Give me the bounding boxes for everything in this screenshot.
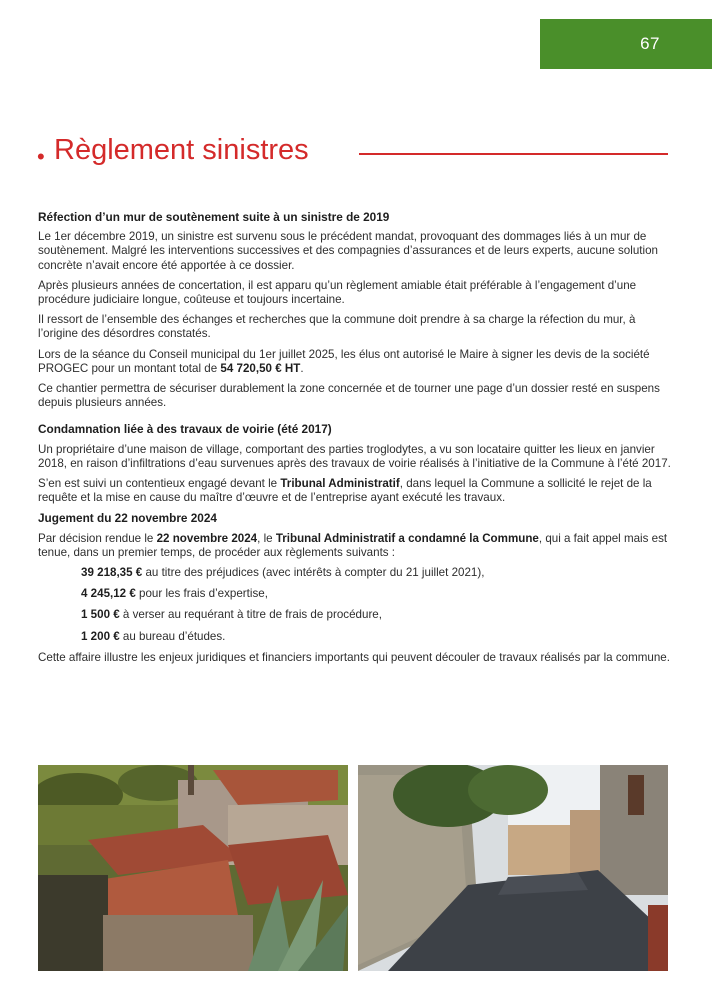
paragraph: Il ressort de l’ensemble des échanges et recherches que la commune doit prendre à sa charge la réfection du mur, à l’origine des désordres constatés.	[38, 313, 636, 341]
amount: 54 720,50 € HT	[220, 361, 301, 375]
text-run: , qui a fait appel mais est tenue, dans un premier temps, de procéder aux règlements suivants :	[38, 531, 668, 559]
title-bullet: •	[37, 144, 45, 169]
text-run: à verser au requérant à titre de frais de procédure,	[119, 608, 382, 622]
title-row	[37, 134, 669, 174]
paragraph: Après plusieurs années de concertation, il est apparu qu’un règlement amiable était préférable à l’engagement d’une procédure judiciaire longue, coûteuse et toujours incertaine.	[38, 278, 637, 307]
list-item	[81, 608, 672, 622]
emphasis: Tribunal Administratif	[280, 477, 400, 491]
page-title: Règlement sinistres	[54, 134, 309, 166]
text-run: S’en est suivi un contentieux engagé devant le	[38, 477, 281, 491]
section-heading: Réfection d’un mur de soutènement suite à un sinistre de 2019	[38, 210, 390, 224]
payment-list	[38, 566, 672, 644]
paragraph: Le 1er décembre 2019, un sinistre est survenu sous le précédent mandat, provoquant des dommages liés à un mur de soutènement. Malgré les interventions successives et des compagnies d’assurances et de leurs experts, aucune solution concrète n’avait encore été apportée à ce dossier.	[38, 230, 658, 272]
text-run: , dans lequel la Commune a sollicité le rejet de la requête et la mise en cause du maître d’œuvre et de l’entreprise ayant exécuté les travaux.	[38, 477, 652, 505]
rooftops-illustration	[38, 765, 348, 971]
list-item	[81, 630, 672, 644]
paragraph	[38, 348, 672, 376]
paragraph	[38, 477, 672, 505]
text-run: Par décision rendue le	[38, 531, 157, 545]
amount: 39 218,35 €	[81, 566, 143, 580]
emphasis: 22 novembre 2024	[156, 531, 258, 545]
section-heading: Condamnation liée à des travaux de voirie (été 2017)	[38, 422, 332, 437]
text-run: au titre des préjudices (avec intérêts à compter du 21 juillet 2021),	[142, 566, 485, 580]
amount: 4 245,12 €	[81, 587, 136, 601]
page-number-tab	[540, 19, 712, 69]
paragraph: Cette affaire illustre les enjeux juridiques et financiers importants qui peuvent découler de travaux réalisés par la commune.	[38, 650, 670, 664]
emphasis: Tribunal Administratif a condamné la Commune	[275, 531, 539, 545]
text-run: , le	[257, 531, 276, 545]
list-item	[81, 587, 672, 601]
list-item	[81, 566, 672, 580]
photo-village-rooftops	[38, 765, 348, 971]
text-run: .	[300, 361, 304, 375]
title-rule	[359, 153, 668, 155]
amount: 1 200 €	[81, 629, 120, 643]
photo-village-street	[358, 765, 668, 971]
page-number: 67	[640, 34, 660, 53]
text-run: pour les frais d’expertise,	[135, 587, 268, 601]
street-illustration	[358, 765, 668, 971]
section-heading: Jugement du 22 novembre 2024	[38, 511, 217, 526]
amount: 1 500 €	[81, 608, 120, 622]
paragraph: Ce chantier permettra de sécuriser durablement la zone concernée et de tourner une page d’un dossier resté en suspens depuis plusieurs années.	[38, 382, 660, 410]
paragraph	[38, 532, 672, 560]
text-run: au bureau d’études.	[119, 629, 226, 643]
article-body	[38, 210, 672, 671]
paragraph: Un propriétaire d’une maison de village, comportant des parties troglodytes, a vu son locataire quitter les lieux en janvier 2018, en raison d’infiltrations d’eau survenues après des travaux de voirie réalisés à l’initiative de la Commune à l’été 2017.	[38, 442, 671, 470]
text-run: Lors de la séance du Conseil municipal du 1er juillet 2025, les élus ont autorisé le Maire à signer les devis de la société PROGEC pour un montant total de	[38, 347, 650, 375]
